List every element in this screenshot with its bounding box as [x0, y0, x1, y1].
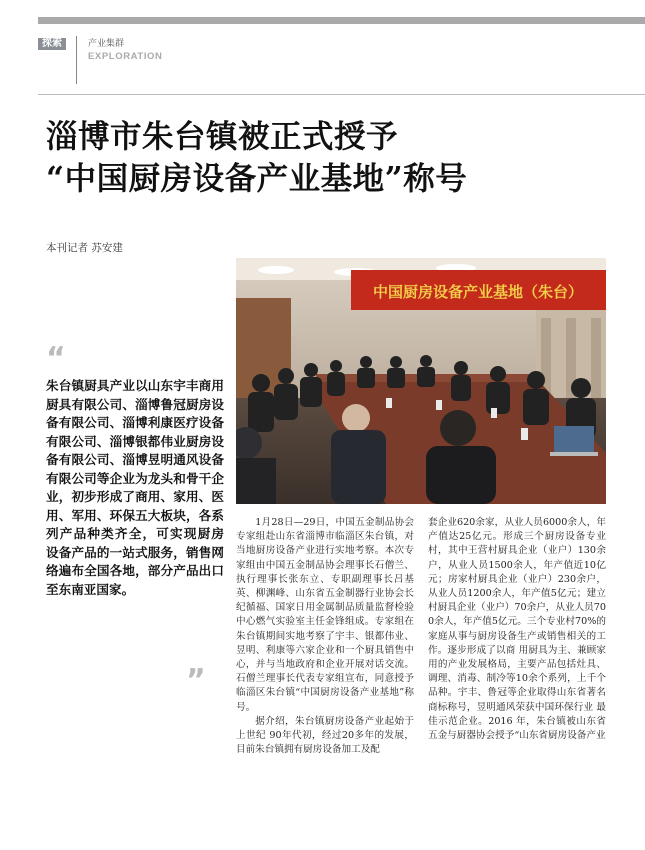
body-paragraph: 据介绍，朱台镇厨房设备产业起始于上世纪 90年代初，经过20多年的发展，目前朱台镇拥有厨房设备加工及配 — [236, 715, 414, 756]
section-name-en: EXPLORATION — [88, 51, 163, 62]
quote-close-mark: ” — [186, 663, 206, 698]
section-name: 产业集群 — [88, 39, 125, 49]
article-title — [46, 116, 626, 200]
title-line-2: “中国厨房设备产业基地”称号 — [46, 160, 468, 197]
body-paragraph: 套企业620余家，从业人员6000余人，年产值达25亿元。形成三个厨房设备专业村，其中王营村厨具企业（业户）130余户，从业人员1500余人，年产值近10亿元；房家村厨具企业（业户）230余户，从业人员1200余人，年产值5亿元；建立村厨具企业（业户）70余户，从业人员700余人，年产值5亿元。三个专业村70%的家庭从事与厨房设备生产或销售相关的工作。逐步形成了以商 用厨具为主、兼顾家用的产业发展格局，主要产品包括灶具、调理、消毒、制冷等10余个系列，上千个品种。宇丰、鲁冠等企业取得山东省著名商标称号，昱明通风荣获中国环保行业 最佳示范企业。2016 年，朱台镇被山东省五金与厨器协会授予“山东省厨房设备产业 — [428, 517, 606, 742]
meeting-photo — [236, 258, 606, 504]
body-column-2 — [428, 516, 606, 743]
photo-banner-text: 中国厨房设备产业基地（朱台） — [372, 283, 584, 301]
meeting-photo-illustration — [236, 258, 606, 504]
section-tag: 探索 — [38, 38, 66, 50]
title-line-1: 淄博市朱台镇被正式授予 — [46, 118, 399, 155]
body-paragraph: 1月28日—29日，中国五金制品协会专家组赴山东省淄博市临淄区朱台镇，对当地厨房设备产业进行实地考察。本次专家组由中国五金制品协会理事长石僧兰、执行理事长张东立、专职副理事长吕基英、柳渊峰、山东省五金制器行业协会长纪循福、国家日用金属制品质量监督检验中心燃气实验室主任金锋组成。专家组在朱台镇期间实地考察了宇丰、银都伟业、昱明、利康等六家企业和一个厨具销售中心，并与当地政府和企业开展对话交流。石僧兰理事长代表专家组宣布，同意授予临淄区朱台镇“中国厨房设备产业基地”称号。 — [236, 517, 414, 713]
header-rule — [38, 94, 645, 95]
pull-quote: 朱台镇厨具产业以山东宇丰商用厨具有限公司、淄博鲁冠厨房设备有限公司、淄博利康医疗设备有限公司、淄博银都伟业厨房设备有限公司、淄博昱明通风设备有限公司等企业为龙头和骨干企业，初步形成了商用、家用、医用、军用、环保五大板块，各系列产品种类齐全，可实现厨房 设备产品的一站式服务，销售网络遍布全国各地，部分产品出口至东南亚国家。 — [46, 378, 224, 597]
section-divider — [76, 36, 77, 84]
quote-open-mark: “ — [46, 341, 66, 376]
top-decor-bar — [38, 17, 645, 24]
byline: 本刊记者 苏安建 — [46, 242, 123, 254]
body-column-1 — [236, 516, 414, 757]
